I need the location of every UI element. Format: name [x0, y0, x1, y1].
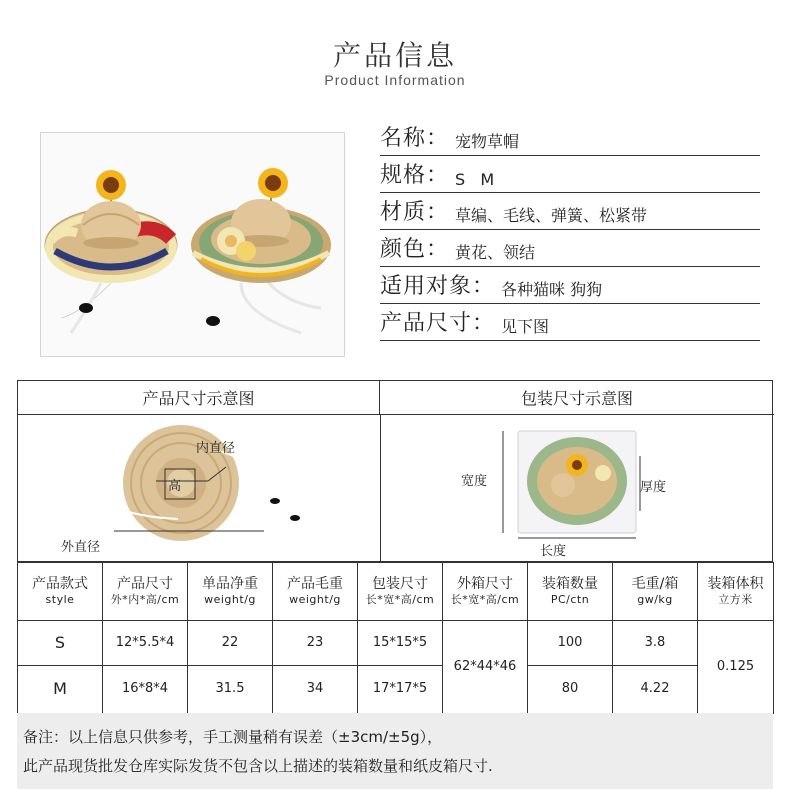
cell-gross-weight: 34: [273, 666, 358, 714]
cell-volume: 0.125: [698, 621, 774, 714]
product-size-diagram-title: 产品尺寸示意图: [18, 381, 380, 415]
cell-package-size: 17*17*5: [358, 666, 443, 714]
cell-carton-qty: 100: [528, 621, 613, 666]
diagram-divider: [380, 415, 381, 562]
note-line-1: 备注：以上信息只供参考，手工测量稍有误差（±3cm/±5g），: [23, 728, 443, 746]
width-label: 宽度: [461, 474, 488, 489]
package-dimension-image: [493, 421, 653, 541]
spec-row-name: [380, 120, 760, 156]
spec-value: S M: [455, 170, 495, 189]
header-cell-net-weight: 单品净重 weight/g: [188, 563, 273, 621]
cell-package-size: 15*15*5: [358, 621, 443, 666]
spec-value: 草编、毛线、弹簧、松紧带: [455, 206, 648, 225]
header-cell-carton-gw: 毛重/箱 gw/kg: [613, 563, 698, 621]
cell-size: 12*5.5*4: [103, 621, 188, 666]
header-cell-style: 产品款式 style: [18, 563, 103, 621]
header-cell-package-size: 包装尺寸 长*宽*高/cm: [358, 563, 443, 621]
page-subtitle: Product Information: [324, 72, 466, 88]
header-cell-volume: 装箱体积 立方米: [698, 563, 774, 621]
product-photo: [40, 132, 345, 357]
cell-style: S: [18, 621, 103, 666]
spec-row-size: [380, 157, 760, 193]
cell-carton-gw: 3.8: [613, 621, 698, 666]
cell-gross-weight: 23: [273, 621, 358, 666]
spec-row-material: [380, 194, 760, 230]
cell-carton-qty: 80: [528, 666, 613, 714]
header-cell-size: 产品尺寸 外*内*高/cm: [103, 563, 188, 621]
spec-label: 适用对象：: [380, 274, 496, 299]
spec-row-target: [380, 268, 760, 304]
header-cell-carton-qty: 装箱数量 PC/ctn: [528, 563, 613, 621]
length-label: 长度: [540, 544, 567, 559]
height-label: 高: [168, 479, 182, 494]
note-line-2: 此产品现货批发仓库实际发货不包含以上描述的装箱数量和纸皮箱尺寸.: [23, 757, 493, 775]
straw-hats-image: [41, 133, 345, 357]
size-diagram-panel: [17, 380, 773, 562]
package-size-diagram-title: 包装尺寸示意图: [380, 381, 774, 415]
spec-value: 宠物草帽: [455, 132, 520, 151]
spec-value: 各种猫咪 狗狗: [501, 280, 603, 299]
table-row: [18, 666, 774, 714]
table-row: [18, 621, 774, 666]
cell-size: 16*8*4: [103, 666, 188, 714]
cell-net-weight: 22: [188, 621, 273, 666]
page-title: 产品信息: [332, 39, 457, 72]
cell-net-weight: 31.5: [188, 666, 273, 714]
spec-label: 产品尺寸：: [380, 311, 496, 336]
cell-carton-size: 62*44*46: [443, 621, 528, 714]
cell-carton-gw: 4.22: [613, 666, 698, 714]
notes-panel: [17, 713, 773, 789]
spec-row-color: [380, 231, 760, 267]
cell-style: M: [18, 666, 103, 714]
spec-value: 见下图: [501, 317, 550, 336]
spec-label: 材质：: [380, 200, 450, 225]
spec-label: 规格：: [380, 163, 450, 188]
spec-label: 颜色：: [380, 237, 450, 262]
spec-table: [17, 562, 774, 714]
spec-label: 名称：: [380, 126, 450, 151]
table-header-row: [18, 563, 774, 621]
outer-diameter-label: 外直径: [61, 540, 101, 555]
inner-diameter-label: 内直径: [196, 441, 236, 456]
header-cell-gross-weight: 产品毛重 weight/g: [273, 563, 358, 621]
thickness-label: 厚度: [640, 480, 667, 495]
spec-row-dimensions: [380, 305, 760, 341]
header-cell-carton-size: 外箱尺寸 长*宽*高/cm: [443, 563, 528, 621]
spec-value: 黄花、领结: [455, 243, 536, 262]
